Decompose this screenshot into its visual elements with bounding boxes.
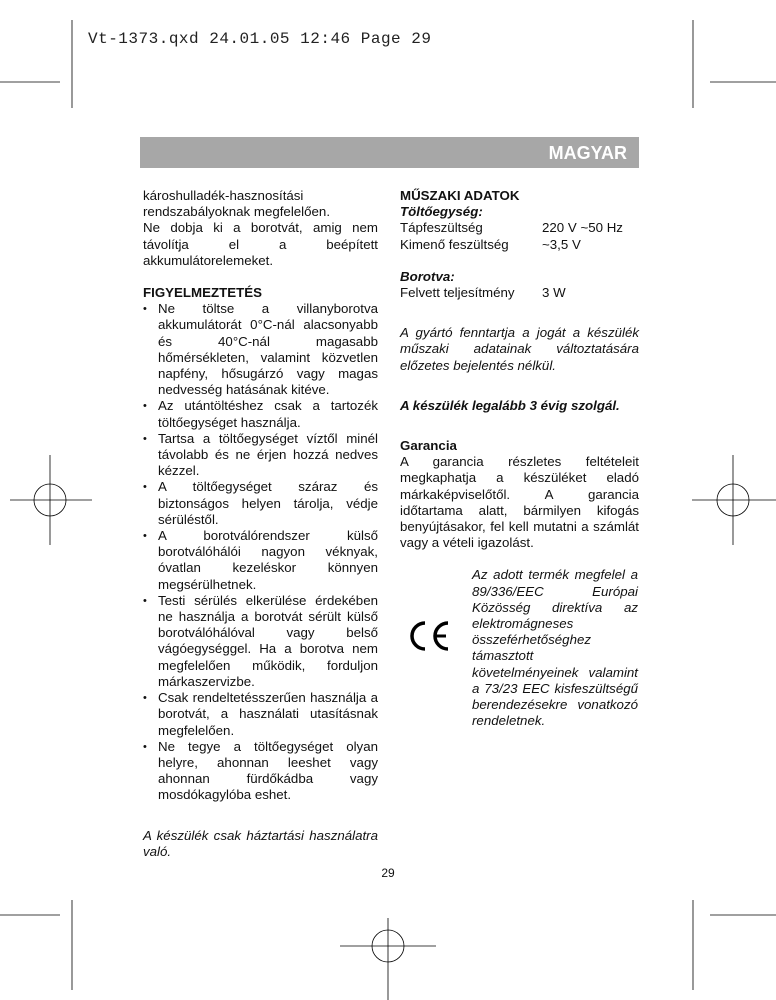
intro-paragraph-2: Ne dobja ki a borotvát, amig nem távolítja el a beépített akkumulátorelemeket. [143, 220, 378, 268]
intro-paragraph-1: károshulladék-hasznosítási rendszabályoknak megfelelően. [143, 188, 331, 220]
spec-value: 3 W [542, 285, 566, 301]
spec-value: 220 V ~50 Hz [542, 220, 623, 236]
charger-title: Töltőegység: [400, 204, 483, 220]
household-note: A készülék csak háztartási használatra való. [143, 827, 378, 859]
left-column [143, 188, 378, 860]
ce-compliance-text: Az adott termék megfelel a 89/336/EEC Európai Közösség direktíva az elektromágneses összeférhetőséghez támasztott követelményeinek valamint a 73/23 EEC kisfeszültségű berendezésekre vonatkozó rendeletnek. [472, 567, 638, 729]
warning-item: • A borotválórendszer külső borotválóhálói nagyon véknyak, óvatlan kezeléskor könnyen megsérülhetnek. [143, 528, 378, 593]
warning-title: FIGYELMEZTETÉS [143, 285, 262, 301]
warning-item: • Csak rendeltetésszerűen használja a borotvát, a használati utasításnak megfelelően. [143, 690, 378, 739]
ce-mark-icon [406, 619, 454, 653]
disclaimer: A gyártó fenntartja a jogát a készülék műszaki adatainak változtatására előzetes bejelentés nélkül. [400, 325, 639, 373]
warning-item: • Ne töltse a villanyborotva akkumulátorát 0°C-nál alacsonyabb és 40°C-nál magasabb hőmérsékleten, valamint közvetlen napfény, hősugárzó vagy magas nedvesség hatásának kitéve. [143, 301, 378, 398]
spec-label: Tápfeszültség [400, 220, 483, 236]
warranty-text: A garancia részletes feltételeit megkaphatja a készüléket eladó márkaképviselőtől. A garancia időtartama alatt, bármilyen kifogás benyújtásakor, fel kell mutatni a számlát vagy a vételi igazolást. [400, 454, 639, 551]
warning-list [143, 301, 378, 803]
warning-item: • Az utántöltéshez csak a tartozék töltőegységet használja. [143, 398, 378, 430]
shaver-title: Borotva: [400, 268, 455, 284]
language-header-bar [140, 137, 639, 168]
warning-item: • Ne tegye a töltőegységet olyan helyre, ahonnan leeshet vagy ahonnan fürdőkádba vagy mosdókagylóba eshet. [143, 739, 378, 804]
warning-item: • Tartsa a töltőegységet víztől minél távolabb és ne érjen hozzá nedves kézzel. [143, 431, 378, 480]
print-slug: Vt-1373.qxd 24.01.05 12:46 Page 29 [88, 30, 432, 48]
charger-spec-row [400, 237, 639, 253]
charger-spec-row [400, 220, 639, 236]
spec-value: ~3,5 V [542, 236, 581, 252]
warning-item: • A töltőegységet száraz és biztonságos helyen tárolja, védje sérüléstől. [143, 479, 378, 528]
warranty-title: Garancia [400, 438, 457, 454]
shaver-spec-row [400, 285, 639, 301]
spec-label: Kimenő feszültség [400, 236, 509, 252]
specs-title: MŰSZAKI ADATOK [400, 188, 520, 203]
warning-item: • Testi sérülés elkerülése érdekében ne használja a borotvát sérült külső borotválóhálóval vagy belső vágóegységgel. Ha a borotva nem megfelelően működik, forduljon márkaszervizbe. [143, 593, 378, 690]
language-label: MAGYAR [548, 143, 627, 163]
page-number: 29 [381, 866, 395, 880]
spec-label: Felvett teljesítmény [400, 285, 515, 301]
lifetime-statement: A készülék legalább 3 évig szolgál. [400, 397, 620, 413]
right-column [400, 188, 639, 727]
ce-compliance-block [400, 567, 639, 727]
